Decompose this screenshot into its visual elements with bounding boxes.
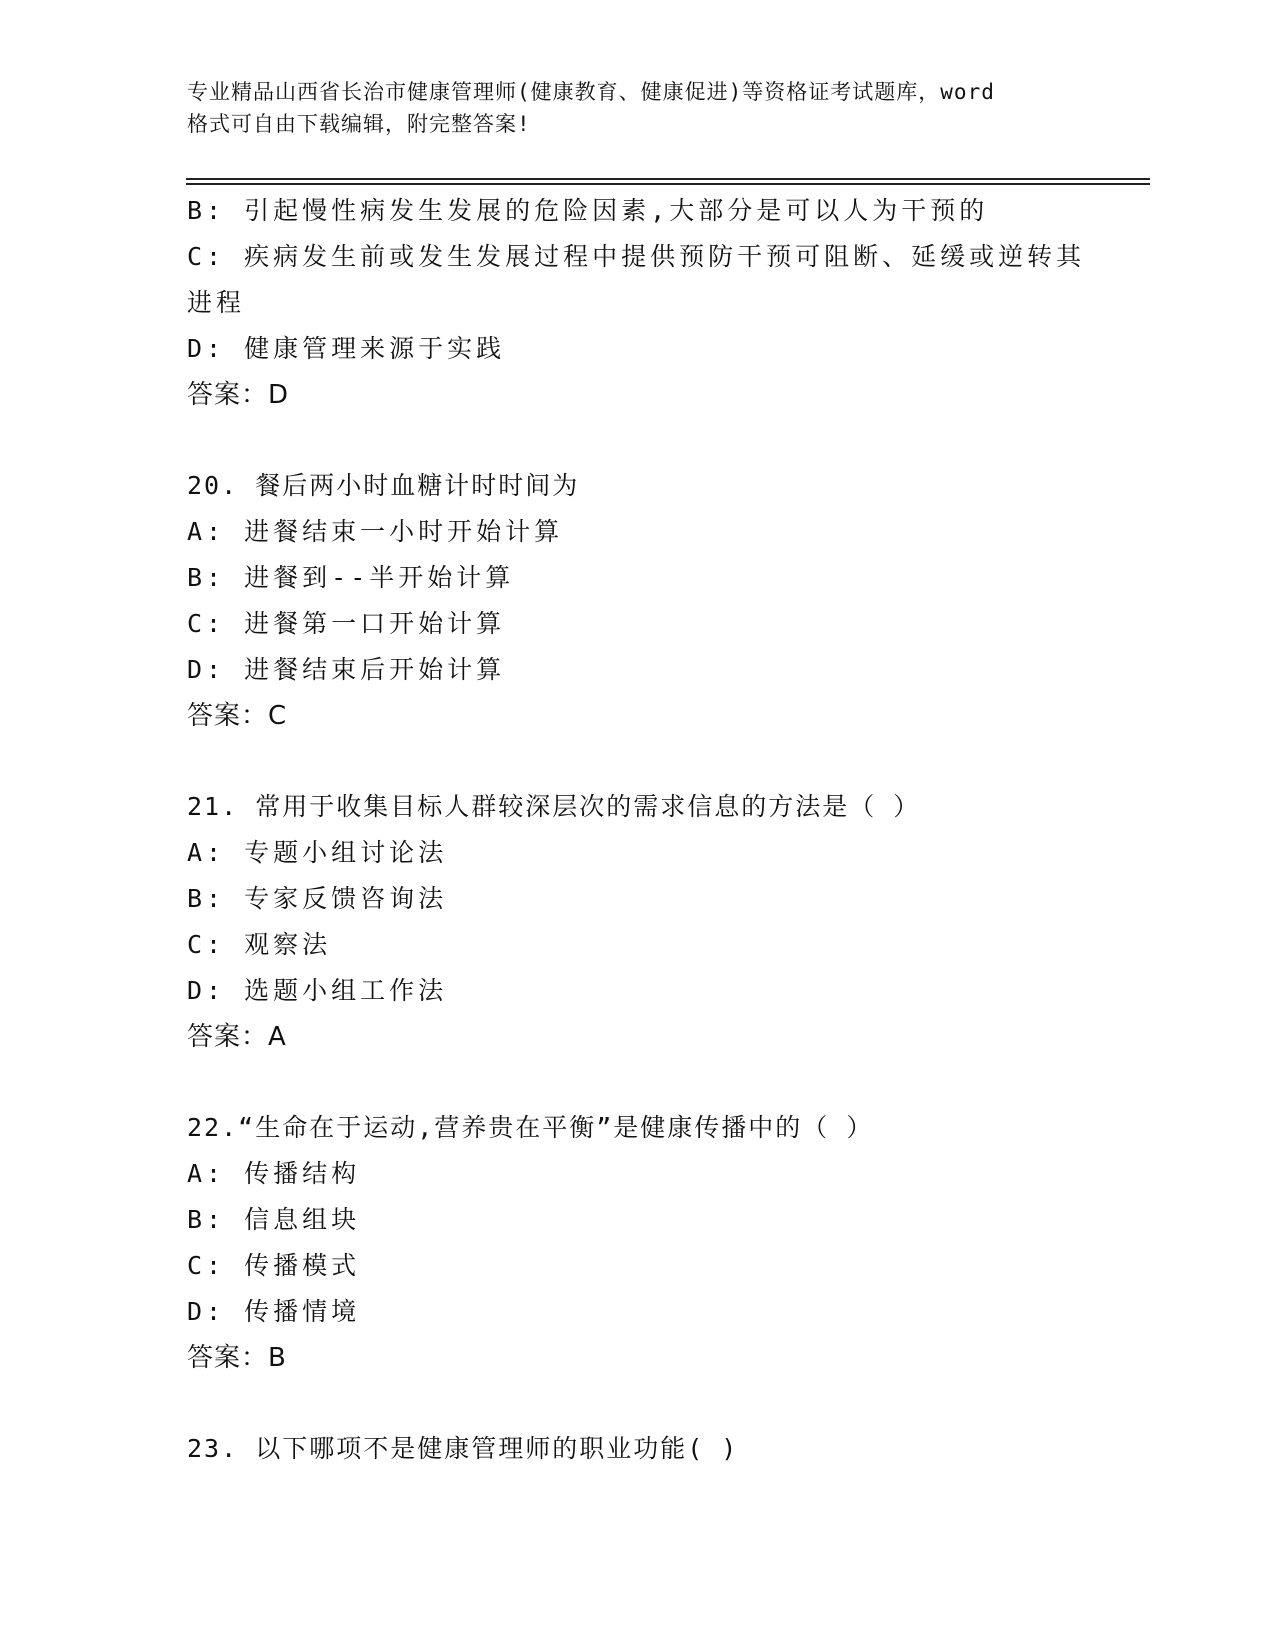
- answer: 答案：D: [187, 380, 290, 410]
- answer: 答案：A: [187, 1022, 287, 1052]
- page-header: [187, 76, 1087, 140]
- question-23: [187, 1426, 1087, 1472]
- option-c: C: 传播模式: [187, 1251, 361, 1280]
- question-stem: 23. 以下哪项不是健康管理师的职业功能( ): [187, 1434, 739, 1463]
- option-d: D: 健康管理来源于实践: [187, 334, 506, 363]
- question-list: [187, 188, 1087, 1472]
- question-22: [187, 1105, 1087, 1381]
- option-a: A: 专题小组讨论法: [187, 838, 448, 867]
- question-21: [187, 784, 1087, 1060]
- question-stem: 20. 餐后两小时血糖计时时间为: [187, 471, 580, 500]
- option-a: A: 进餐结束一小时开始计算: [187, 517, 564, 546]
- answer: 答案：C: [187, 701, 288, 731]
- option-b: B: 引起慢性病发生发展的危险因素,大部分是可以人为干预的: [187, 196, 989, 225]
- question-stem: 22.“生命在于运动,营养贵在平衡”是健康传播中的（ ）: [187, 1113, 874, 1142]
- header-line-1: 专业精品山西省长治市健康管理师(健康教育、健康促进)等资格证考试题库，word: [187, 80, 995, 104]
- question-19: [187, 188, 1087, 418]
- option-b: B: 进餐到--半开始计算: [187, 563, 515, 592]
- option-b: B: 信息组块: [187, 1205, 361, 1234]
- header-line-2: 格式可自由下载编辑，附完整答案!: [187, 112, 531, 136]
- option-c-continued: 进程: [187, 288, 246, 317]
- option-c: C: 疾病发生前或发生发展过程中提供预防干预可阻断、延缓或逆转其: [187, 242, 1086, 271]
- header-divider-bottom: [186, 183, 1150, 185]
- answer: 答案：B: [187, 1343, 287, 1373]
- header-divider-top: [186, 178, 1150, 180]
- option-c: C: 进餐第一口开始计算: [187, 609, 506, 638]
- option-d: D: 传播情境: [187, 1297, 361, 1326]
- option-b: B: 专家反馈咨询法: [187, 884, 448, 913]
- question-20: [187, 463, 1087, 739]
- option-d: D: 进餐结束后开始计算: [187, 655, 506, 684]
- option-c: C: 观察法: [187, 930, 332, 959]
- option-d: D: 选题小组工作法: [187, 976, 448, 1005]
- question-stem: 21. 常用于收集目标人群较深层次的需求信息的方法是（ ）: [187, 792, 921, 821]
- option-a: A: 传播结构: [187, 1159, 361, 1188]
